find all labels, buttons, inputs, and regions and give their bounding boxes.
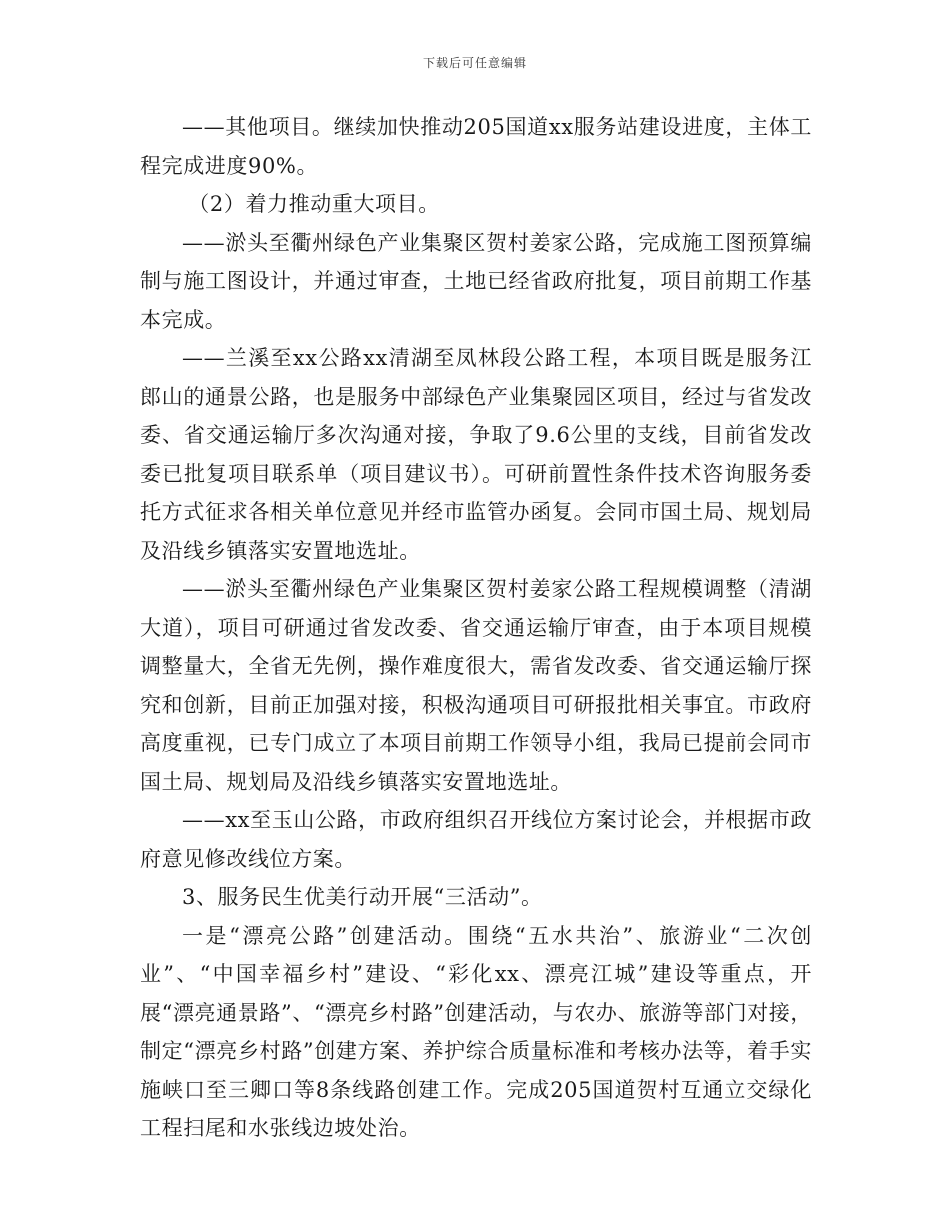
paragraph-beautiful-road: 一是“漂亮公路”创建活动。围绕“五水共治”、旅游业“二次创业”、“中国幸福乡村”建设、“彩化xx、漂亮江城”建设等重点，开展“漂亮通景路”、“漂亮乡村路”创建活动，与农办、旅游等部门对接，制定“漂亮乡村路”创建方案、养护综合质量标准和考核办法等，着手实施峡口至三卿口等8条线路创建工作。完成205国道贺村互通立交绿化工程扫尾和水张线边坡处治。 bbox=[140, 923, 812, 1140]
section-heading-major-projects: （2）着力推动重大项目。 bbox=[188, 192, 440, 216]
paragraph-qinghu-avenue: ——淤头至衢州绿色产业集聚区贺村姜家公路工程规模调整（清湖大道），项目可研通过省发改委、省交通运输厅审查，由于本项目规模调整量大，全省无先例，操作难度很大，需省发改委、省交通运输厅探究和创新，目前正加强对接，积极沟通项目可研报批相关事宜。市政府高度重视，已专门成立了本项目前期工作领导小组，我局已提前会同市国土局、规划局及沿线乡镇落实安置地选址。 bbox=[140, 577, 812, 794]
paragraph-lanxi-road: ——兰溪至xx公路xx清湖至凤林段公路工程，本项目既是服务江郎山的通景公路，也是服务中部绿色产业集聚园区项目，经过与省发改委、省交通运输厅多次沟通对接，争取了9.6公里的支线，目前省发改委已批复项目联系单（项目建议书）。可研前置性条件技术咨询服务委托方式征求各相关单位意见并经市监管办函复。会同市国土局、规划局及沿线乡镇落实安置地选址。 bbox=[140, 346, 812, 563]
paragraph-other-projects: ——其他项目。继续加快推动205国道xx服务站建设进度，主体工程完成进度90%。 bbox=[140, 115, 812, 178]
document-body bbox=[140, 108, 812, 1148]
page-header: 下载后可任意编辑 bbox=[422, 56, 527, 70]
paragraph-yutou-hecun-road: ——淤头至衢州绿色产业集聚区贺村姜家公路，完成施工图预算编制与施工图设计，并通过审查，土地已经省政府批复，项目前期工作基本完成。 bbox=[140, 230, 812, 332]
paragraph-yushan-road: ——xx至玉山公路，市政府组织召开线位方案讨论会，并根据市政府意见修改线位方案。 bbox=[140, 808, 812, 871]
section-heading-three-activities: 3、服务民生优美行动开展“三活动”。 bbox=[182, 885, 543, 909]
